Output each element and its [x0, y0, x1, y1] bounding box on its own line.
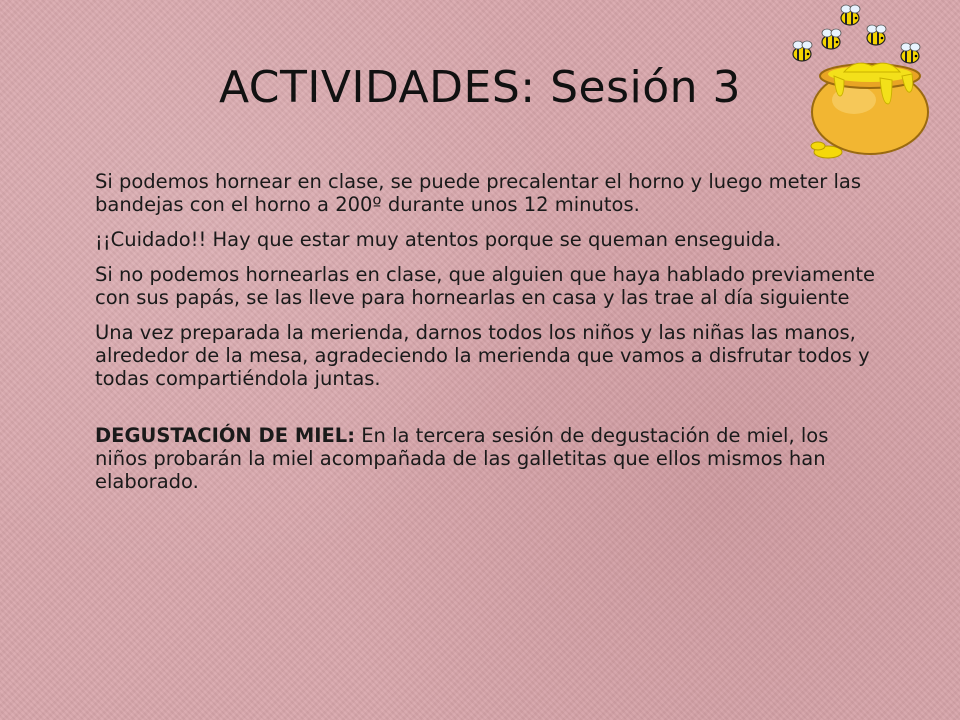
slide-title: ACTIVIDADES: Sesión 3: [218, 62, 742, 113]
paragraph-caution: ¡¡Cuidado!! Hay que estar muy atentos porque se queman enseguida.: [95, 228, 782, 251]
tasting-text: En la tercera sesión de degustación de miel, los niños probarán la miel acompañada de las galletitas que ellos mismos han elaborado.: [95, 424, 829, 493]
paragraph-home-baking: Si no podemos hornearlas en clase, que alguien que haya hablado previamente con sus papás, se las lleve para hornearlas en casa y las trae al día siguiente: [95, 263, 876, 309]
slide-body: [95, 170, 885, 505]
spacer: [95, 402, 885, 424]
honey-pot-with-bees-icon: [784, 0, 960, 176]
paragraph-snack-together: Una vez preparada la merienda, darnos todos los niños y las niñas las manos, alrededor de la mesa, agradeciendo la merienda que vamos a disfrutar todos y todas compartiéndola juntas.: [95, 321, 870, 390]
paragraph-baking: Si podemos hornear en clase, se puede precalentar el horno y luego meter las bandejas con el horno a 200º durante unos 12 minutos.: [95, 170, 861, 216]
tasting-label: DEGUSTACIÓN DE MIEL:: [95, 424, 356, 447]
paragraph-tasting: [95, 424, 885, 493]
